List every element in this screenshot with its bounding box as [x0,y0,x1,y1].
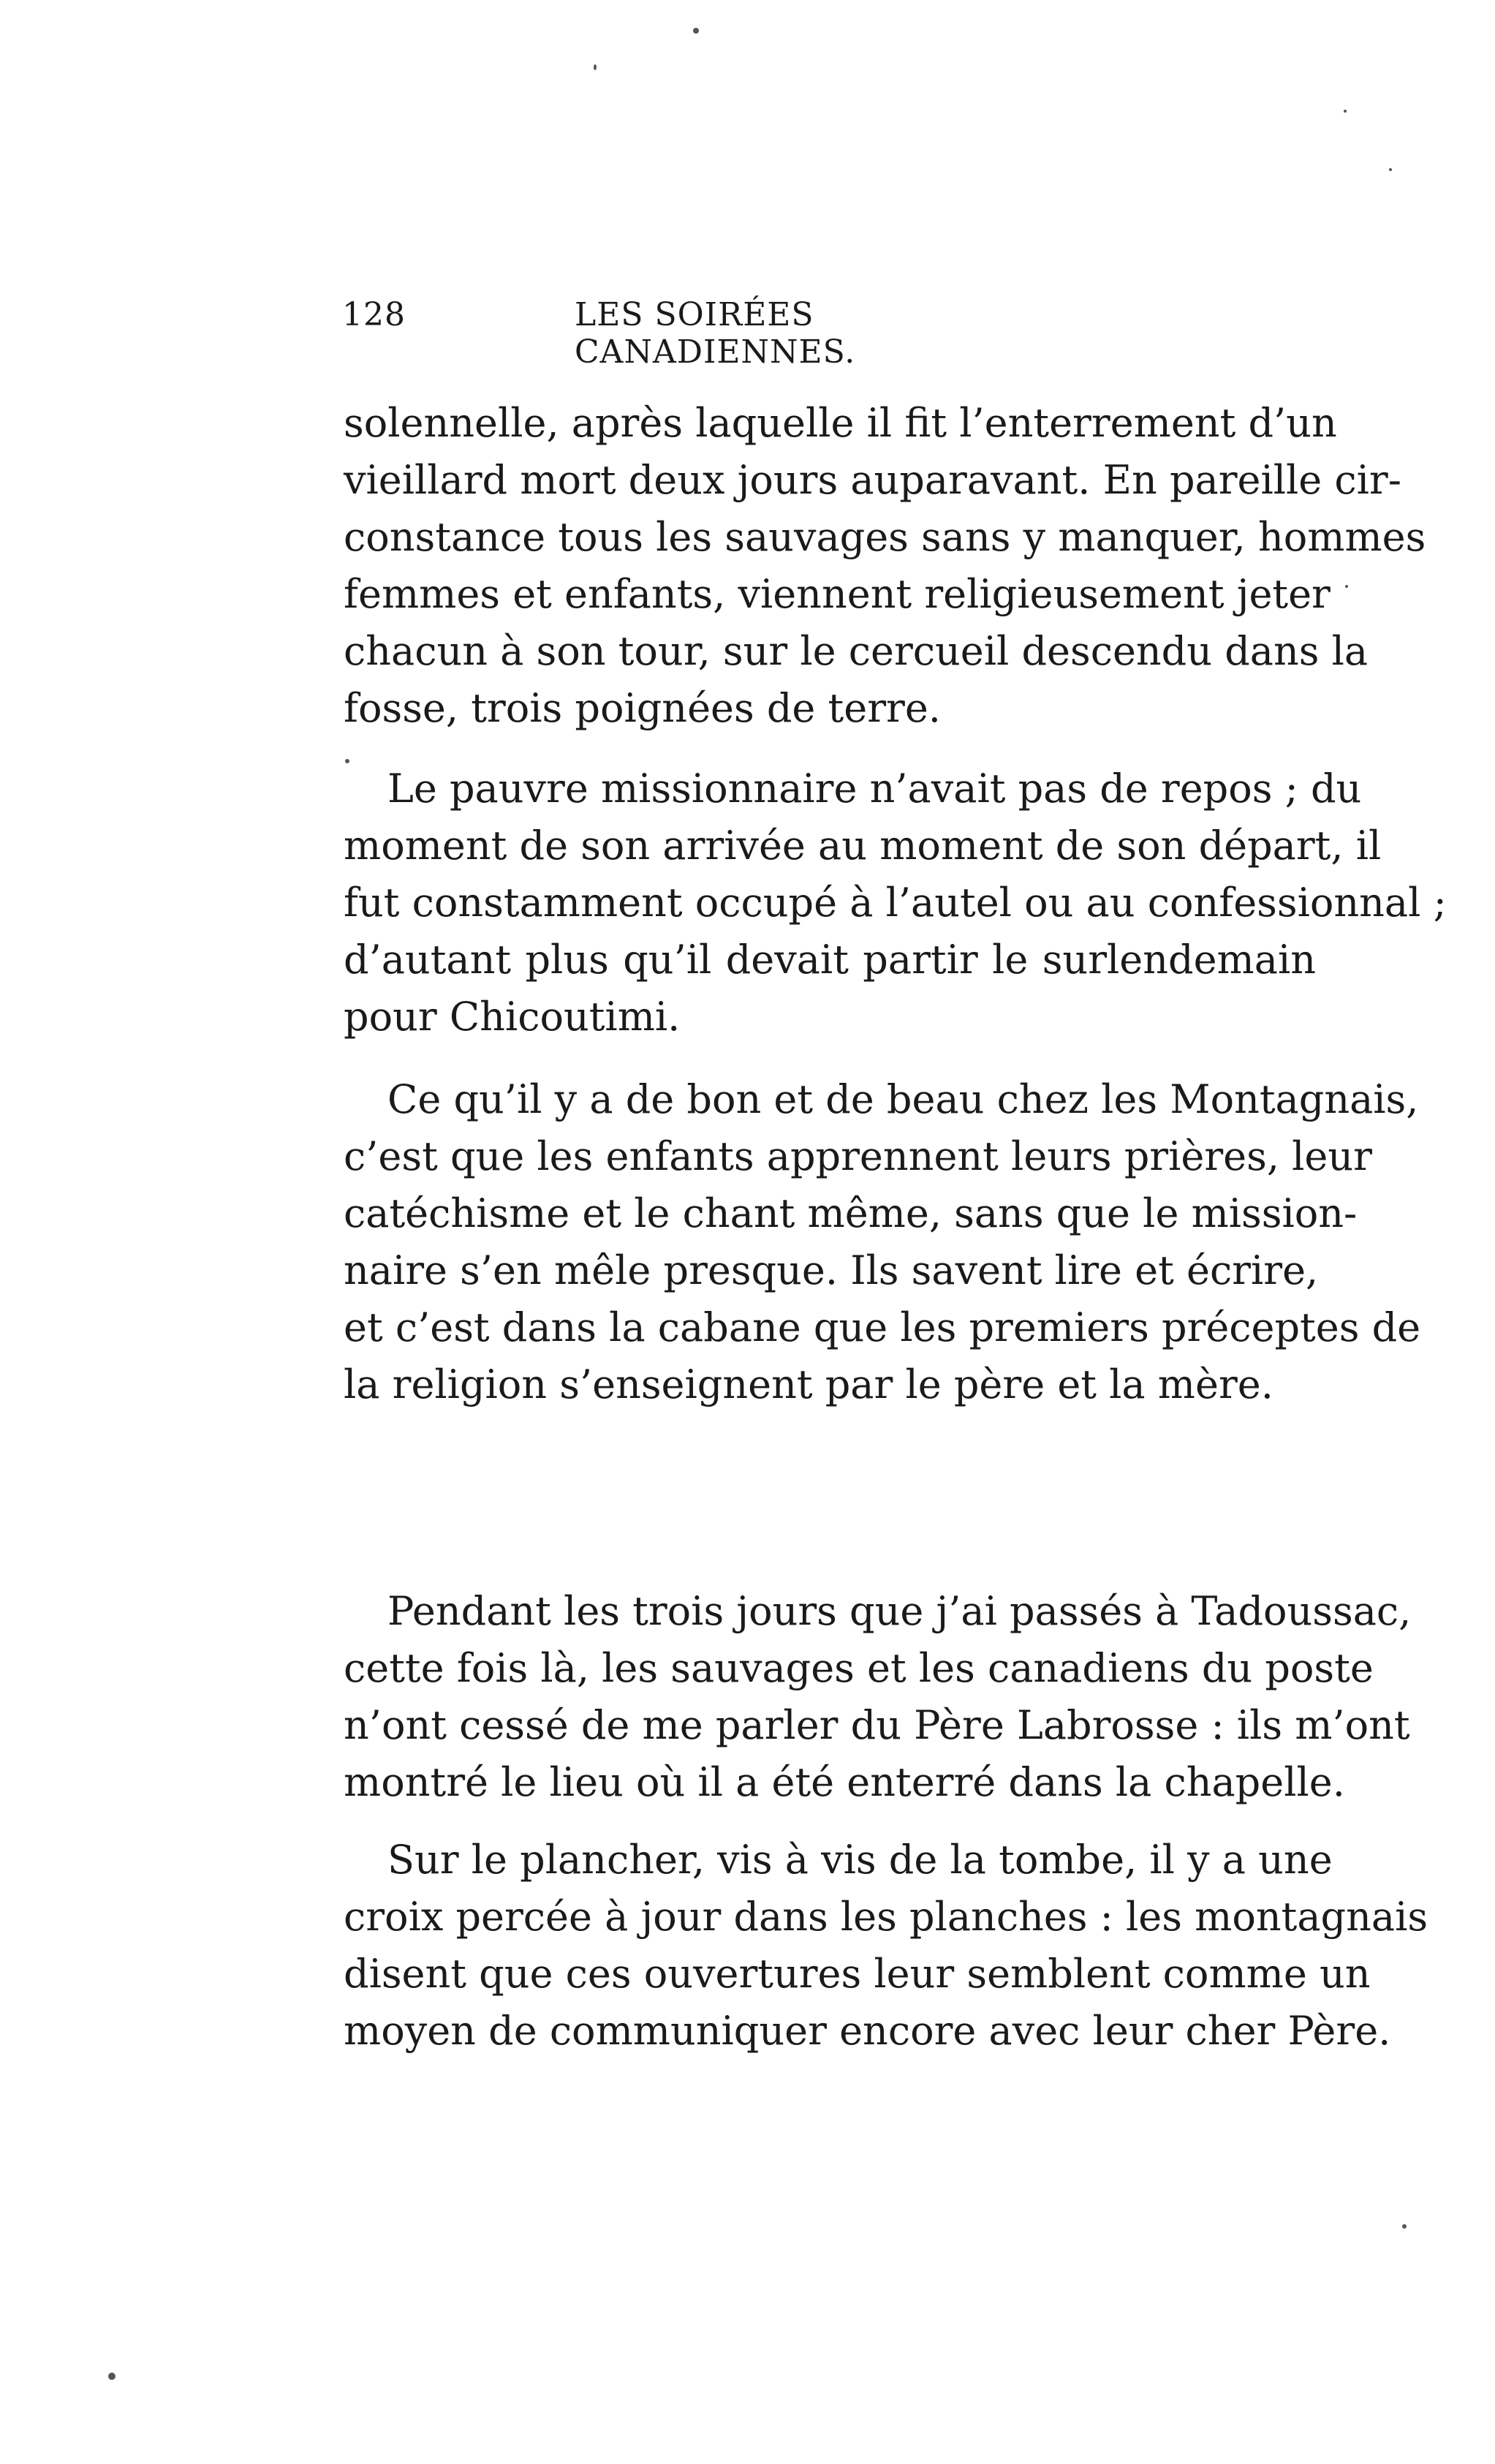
paragraph-2 [344,760,1447,1046]
text-line: moyen de communiquer encore avec leur cher Père. [344,2008,1391,2054]
page-number: 128 [342,296,406,333]
text-line: cette fois là, les sauvages et les canadiens du poste [344,1645,1374,1691]
text-line: d’autant plus qu’il devait partir le surlendemain [344,937,1316,983]
paragraph-4 [344,1583,1412,1811]
text-line: femmes et enfants, viennent religieusement jeter [344,571,1331,617]
text-line: naire s’en mêle presque. Ils savent lire et écrire, [344,1247,1319,1293]
text-line: et c’est dans la cabane que les premiers préceptes de [344,1304,1421,1350]
text-line: moment de son arrivée au moment de son départ, il [344,823,1382,869]
text-line: Le pauvre missionnaire n’avait pas de repos ; du [387,766,1362,812]
paper-speck [1389,168,1392,171]
text-line: catéchisme et le chant même, sans que le mission- [344,1190,1358,1236]
text-line: Sur le plancher, vis à vis de la tombe, il y a une [387,1837,1333,1883]
paper-speck [1344,110,1347,113]
paragraph-1 [344,395,1426,737]
text-line: fut constamment occupé à l’autel ou au confessionnal ; [344,880,1447,926]
text-line: c’est que les enfants apprennent leurs prières, leur [344,1133,1372,1179]
text-line: montré le lieu où il a été enterré dans la chapelle. [344,1759,1345,1805]
text-line: disent que ces ouvertures leur semblent comme un [344,1951,1371,1997]
running-title: LES SOIRÉES CANADIENNES. [575,296,856,371]
text-line: solennelle, après laquelle il fit l’enterrement d’un [344,400,1337,446]
paper-speck [345,759,349,763]
text-line: Pendant les trois jours que j’ai passés à Tadoussac, [387,1588,1412,1634]
paragraph-5 [344,1832,1428,2060]
paper-speck [1402,2224,1407,2229]
text-line: chacun à son tour, sur le cercueil descendu dans la [344,628,1369,674]
text-line: fosse, trois poignées de terre. [344,685,941,731]
paper-speck [1345,585,1348,588]
page-header [342,296,1095,371]
paper-speck [693,28,699,34]
text-line: n’ont cessé de me parler du Père Labrosse : ils m’ont [344,1702,1410,1748]
text-line: croix percée à jour dans les planches : les montagnais [344,1894,1428,1940]
text-line: Ce qu’il y a de bon et de beau chez les Montagnais, [387,1076,1419,1122]
text-line: pour Chicoutimi. [344,994,681,1040]
text-line: vieillard mort deux jours auparavant. En pareille cir- [344,457,1401,503]
text-line: constance tous les sauvages sans y manquer, hommes [344,514,1426,560]
paragraph-3 [344,1071,1421,1413]
paper-speck [594,64,597,70]
text-line: la religion s’enseignent par le père et la mère. [344,1361,1273,1407]
paper-speck [108,2373,116,2380]
